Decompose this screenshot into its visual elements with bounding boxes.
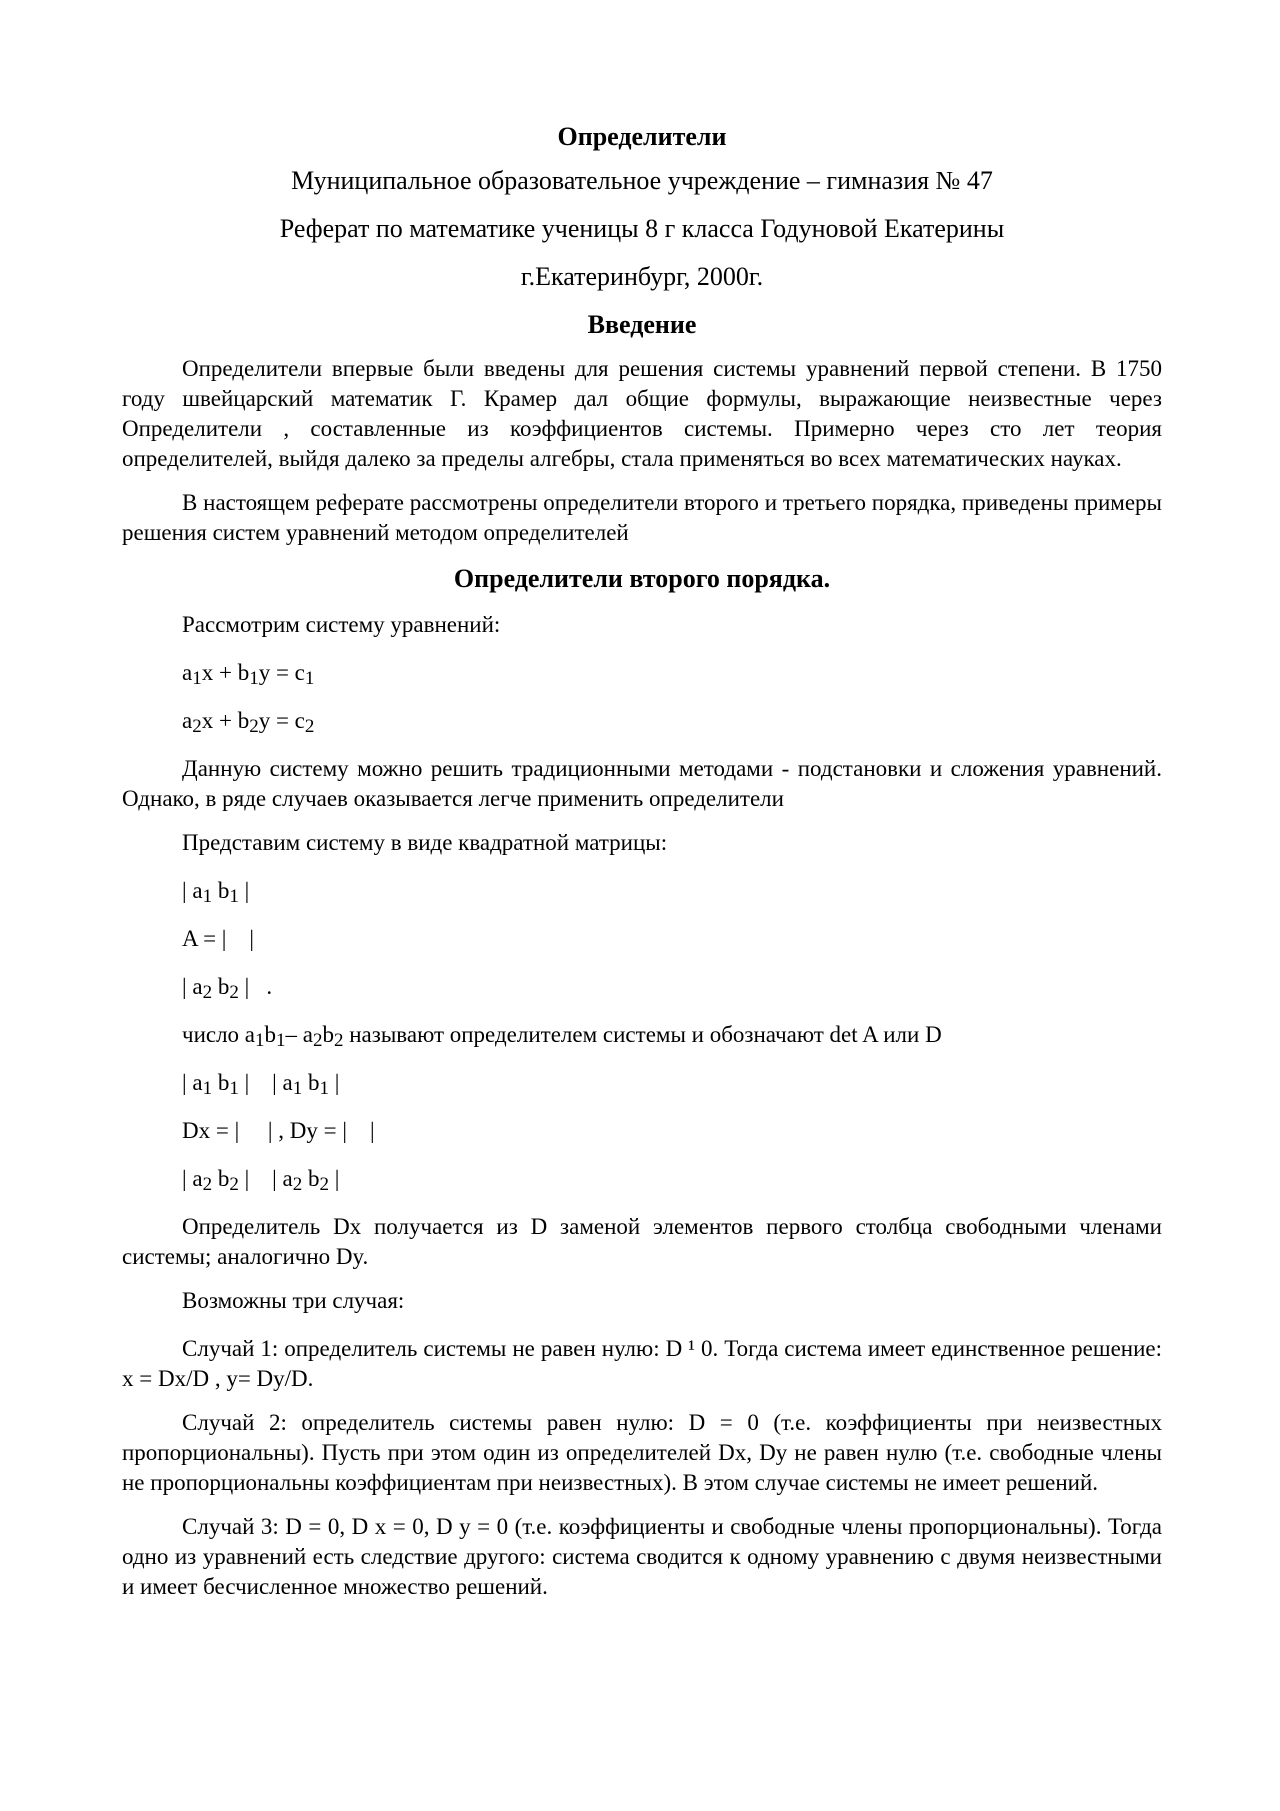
- document-title: Определители: [557, 122, 727, 151]
- solve-paragraph: Данную систему можно решить традиционными методами - подстановки и сложения уравнений. Однако, в ряде случаев оказывается легче применить определители: [122, 756, 1162, 811]
- intro-paragraph-1: Определители впервые были введены для решения системы уравнений первой степени. В 1750 году швейцарский математик Г. Крамер дал общие формулы, выражающие неизвестные через Определители , составленные из коэффициентов системы. Примерно через сто лет теория определителей, выйдя далеко за пределы алгебры, стала применяться во всех математических науках.: [122, 356, 1162, 471]
- dx-dy-row-1: | $a_1$ $b_1$ | | $a_1$ $b_1$ |: [182, 1070, 340, 1099]
- dx-dy-row-2: Dx = | | , Dy = | |: [182, 1118, 375, 1143]
- case-2: Случай 2: определитель системы равен нулю: D = 0 (т.е. коэффициенты при неизвестных пропорциональны). Пусть при этом один из определителей Dx, Dy не равен нулю (т.е. свободные члены не пропорциональны коэффициентам при неизвестных). В этом случае системы не имеет решений.: [122, 1410, 1162, 1495]
- equation-2: $a_2x + b_2y = c_2$: [182, 708, 315, 737]
- second-order-heading: Определители второго порядка.: [453, 564, 831, 593]
- intro-heading: Введение: [587, 310, 697, 339]
- dx-dy-row-3: | $a_2$ $b_2$ | | $a_2$ $b_2$ |: [182, 1166, 340, 1195]
- dx-explanation: Определитель Dx получается из D заменой элементов первого столбца свободными членами системы; аналогично Dy.: [122, 1214, 1162, 1269]
- matrix-row-3: | $a_2$ $b_2$ | .: [182, 974, 273, 1003]
- document-page: [122, 120, 1162, 1616]
- case-3: Случай 3: D = 0, D x = 0, D y = 0 (т.е. коэффициенты и свободные члены пропорциональны). Тогда одно из уравнений есть следствие другого: система сводится к одному уравнению с двумя неизвестными и имеет бесчисленное множество решений.: [122, 1514, 1162, 1599]
- matrix-row-1: | $a_1$ $b_1$ |: [182, 878, 250, 907]
- cases-intro: Возможны три случая:: [182, 1288, 405, 1313]
- matrix-intro-text: Представим систему в виде квадратной матрицы:: [182, 830, 668, 855]
- equation-1: $a_1x + b_1y = c_1$: [182, 660, 315, 689]
- matrix-row-2: A = | |: [182, 926, 255, 951]
- institution-line: Муниципальное образовательное учреждение – гимназия № 47: [291, 166, 993, 195]
- author-line: Реферат по математике ученицы 8 г класса Годуновой Екатерины: [279, 214, 1005, 243]
- consider-text: Рассмотрим систему уравнений:: [182, 612, 501, 637]
- intro-paragraph-2: В настоящем реферате рассмотрены определители второго и третьего порядка, приведены примеры решения систем уравнений методом определителей: [122, 490, 1162, 545]
- case-1: Случай 1: определитель системы не равен нулю: D ¹ 0. Тогда система имеет единственное решение: x = Dx/D , y= Dy/D.: [122, 1336, 1162, 1391]
- determinant-definition: число $a_1b_1-$ $a_2b_2$ называют определителем системы и обозначают det A или D: [182, 1022, 942, 1051]
- city-year-line: г.Екатеринбург, 2000г.: [520, 262, 764, 291]
